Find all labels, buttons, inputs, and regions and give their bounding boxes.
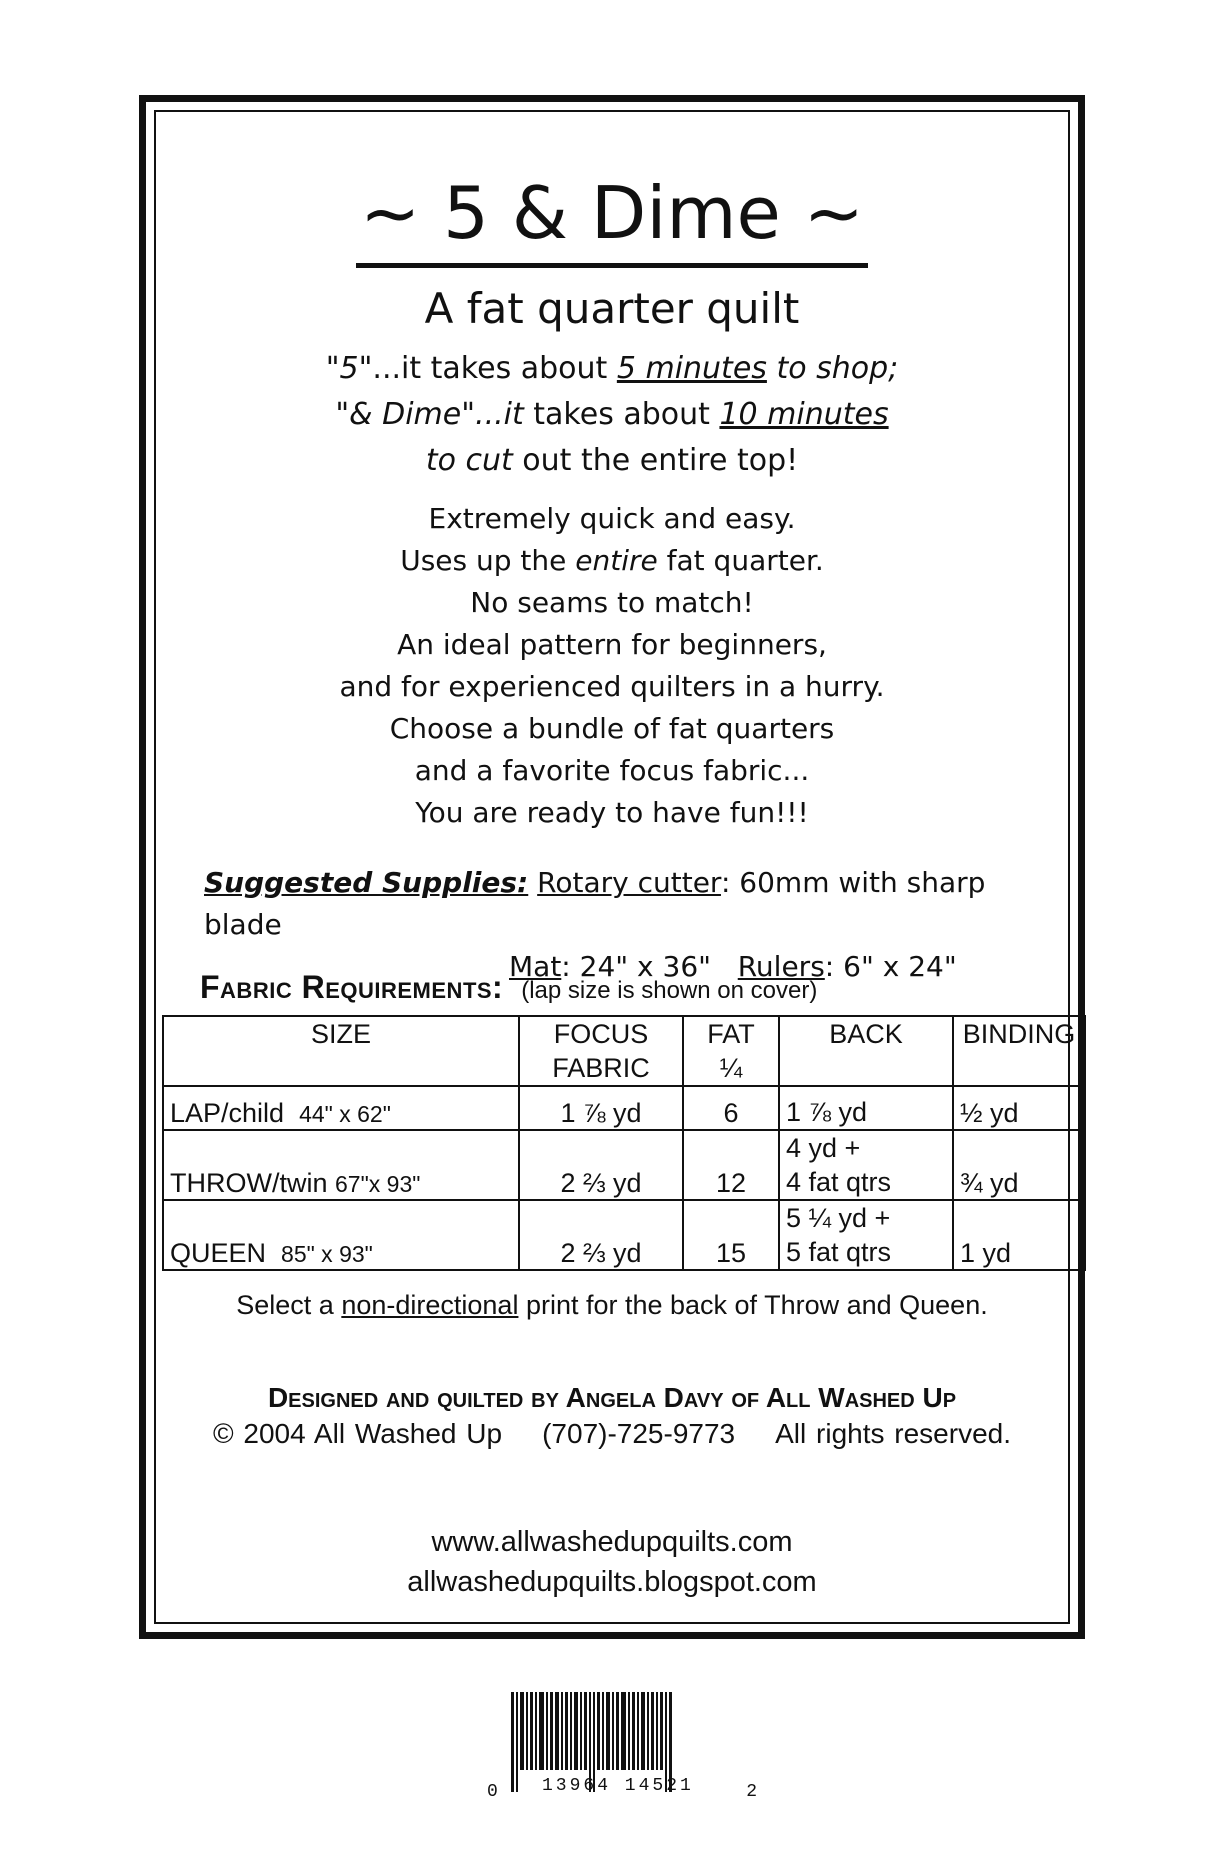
website-link: www.allwashedupquilts.com xyxy=(431,1526,793,1558)
inner-border xyxy=(154,110,1076,1624)
table-row: LAP/child 44" x 62" 1 ⅞ yd 6 1 ⅞ yd ½ yd xyxy=(163,1086,1085,1130)
fabric-requirements-heading: Fabric Requirements: (lap size is shown on cover) xyxy=(200,969,818,1005)
table-header-row: SIZE FOCUS FABRIC FAT ¼ BACK BINDING xyxy=(163,1016,1085,1086)
pattern-title: ~ 5 & Dime ~ xyxy=(156,177,1068,268)
blog-link: allwashedupquilts.blogspot.com xyxy=(407,1566,817,1598)
backing-note: Select a non-directional print for the back of Throw and Queen. xyxy=(236,1290,988,1320)
website-links xyxy=(156,1522,1068,1602)
table-row: QUEEN 85" x 93" 2 ⅔ yd 15 5 ¼ yd + 5 fat qtrs 1 yd xyxy=(163,1200,1085,1270)
upc-barcode: 0 13964 14521 2 xyxy=(487,1692,757,1797)
fabric-requirements-table xyxy=(162,1015,1086,1271)
pattern-subtitle: A fat quarter quilt xyxy=(424,284,800,333)
table-row: THROW/twin 67"x 93" 2 ⅔ yd 12 4 yd + 4 fat qtrs ¾ yd xyxy=(163,1130,1085,1200)
feature-list: Extremely quick and easy. Uses up the entire fat quarter. No seams to match! An ideal pattern for beginners, and for experienced quilters in a hurry. Choose a bundle of fat quarters and a favorite focus fabric... You are ready to have fun!!! xyxy=(339,502,885,829)
credits: Designed and quilted by Angela Davy of All Washed Up © 2004 All Washed Up (707)-725-9773 All rights reserved. xyxy=(213,1382,1011,1449)
pattern-frame xyxy=(139,95,1085,1639)
intro-text: "5"...it takes about 5 minutes to shop; "& Dime"...it takes about 10 minutes to cut out the entire top! xyxy=(325,351,899,478)
suggested-supplies: Suggested Supplies: Rotary cutter: 60mm with sharp blade Mat: 24" x 36" Rulers: 6" x 24" xyxy=(204,866,986,983)
barcode-bars xyxy=(511,1692,737,1782)
